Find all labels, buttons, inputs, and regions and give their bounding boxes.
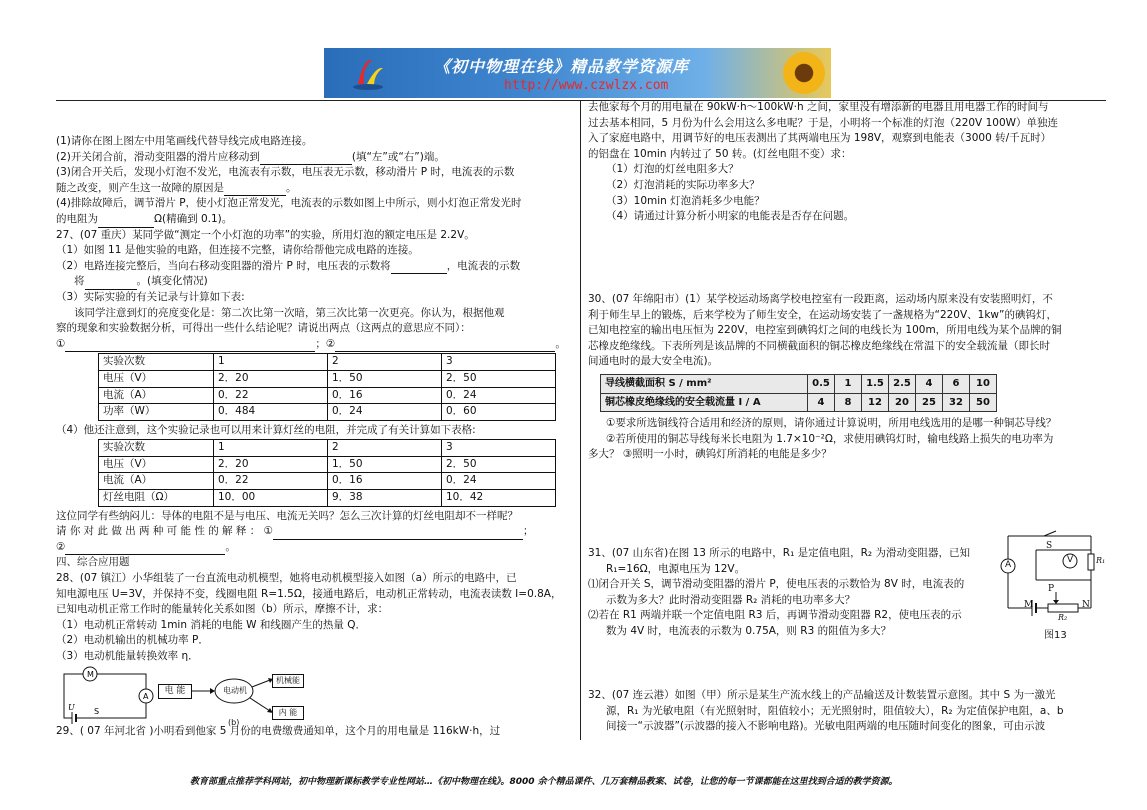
- q27-3a: 该同学注意到灯的亮度变化是：第二次比第一次暗，第三次比第一次更亮。你认为，根据他观: [74, 306, 505, 319]
- fig13-voltmeter-label: V: [1067, 555, 1074, 565]
- sunflower-icon: [783, 52, 825, 94]
- svg-text:A: A: [143, 692, 149, 701]
- q27-1: （1）如图 11 是他实验的电路，但连接不完整，请你给帮他完成电路的连接。: [56, 244, 419, 257]
- q28-4: （1）电动机正常转动 1min 消耗的电能 W 和线圈产生的热量 Q．: [56, 618, 366, 631]
- q27-2: （2）电路连接完整后，当向右移动变阻器的滑片 P 时，电压表的示数将 ，电流表的示数: [56, 259, 576, 275]
- page-footer: 教育部重点推荐学科网站，初中物理新课标教学专业性网站…《初中物理在线》。8000 余个精品课件、几万套精品教案、试卷，让您的每一节课都能在这里找到合适的教学资源。: [190, 777, 898, 787]
- svg-text:M: M: [87, 670, 94, 679]
- banner-title: 《初中物理在线》精品教学资源库: [434, 57, 690, 76]
- q-line-2: (2)开关闭合前，滑动变阻器的滑片应移动到 (填“左”或“右”)端。: [56, 150, 576, 166]
- q30-5: 间通电时的最大安全电流)。: [588, 355, 719, 368]
- q29-sub-2: （2）灯泡消耗的实际功率多大？: [606, 178, 760, 191]
- figure-a-circuit: [56, 666, 156, 724]
- site-logo-icon: [350, 54, 386, 92]
- q29-start: 29、( 07 年河北省 )小明看到他家 5 月份的电费缴费通知单，这个月的用电量是 116kW·h，过: [56, 725, 501, 737]
- svg-text:S: S: [94, 707, 100, 716]
- fig13-caption: 图13: [1044, 630, 1067, 641]
- table-row: 电压（V） 2．20 1．50 2．50: [99, 456, 556, 473]
- q29-sub-4: （4）请通过计算分析小明家的电能表是否存在问题。: [606, 210, 855, 223]
- q29-cont-3: 入了家庭电路中，用调节好的电压表测出了其两端电压为 198V，观察到电能表（3000 转/千瓦时）: [588, 132, 1052, 145]
- fig13-r1-label: R₁: [1096, 556, 1106, 565]
- fig13-m-label: M: [1024, 600, 1034, 610]
- fig13-ammeter-label: A: [1005, 560, 1012, 570]
- q27-tail-1: 这位同学有些纳闷儿：导体的电阻不是与电压、电流无关吗？怎么三次计算的灯丝电阻却不一样呢？: [56, 509, 518, 522]
- fig-b-center: 电动机: [223, 686, 247, 695]
- q31-2: R₁=16Ω，电源电压为 12V。: [606, 562, 746, 575]
- q27-tail-3: ② 。: [56, 540, 576, 556]
- wire-capacity-table: [600, 374, 997, 412]
- q29-sub-1: （1）灯泡的灯丝电阻多大？: [606, 163, 739, 176]
- q27-3: （3）实际实验的有关记录与计算如下表:: [56, 290, 245, 303]
- q-line-4: 随之改变，则产生这一故障的原因是 。: [56, 181, 576, 197]
- table-row: 功率（W） 0．484 0．24 0．60: [99, 404, 556, 421]
- q32-block: [588, 688, 1108, 735]
- q29-cont-2: 过去基本相同，5 月份为什么会用这么多电呢？于是，小明将一个标准的灯泡（220V 100W）单独连: [588, 116, 1059, 129]
- table-row: 铜芯橡皮绝缘线的安全载流量 I / A 4 8 12 20 25 32 50: [601, 393, 997, 412]
- q28-1: 28、(07 镇江）小华组装了一台直流电动机模型，她将电动机模型接入如图（a）所示的电路中，已: [56, 572, 517, 585]
- q32-1: 32、(07 连云港）如图（甲）所示是某生产流水线上的产品输送及计数装置示意图。其中 S 为一激光: [588, 689, 1056, 701]
- q30-3: 已知电控室的输出电压恒为 220V，电控室到碘钨灯之间的电线长为 100m，所用电线为某个品牌的铜: [588, 324, 1062, 337]
- q-line-5: (4)排除故障后，调节滑片 P，使小灯泡正常发光，电流表的示数如图上中所示，则小灯泡正常发光时: [56, 197, 522, 210]
- table-row: 电压（V） 2．20 1．50 2．50: [99, 370, 556, 387]
- table-row: 电流（A） 0．22 0．16 0．24: [99, 387, 556, 404]
- q27-tail-2: 请 你 对 此 做 出 两 种 可 能 性 的 解 释 ： ① ；: [56, 524, 576, 540]
- right-column: [588, 100, 1108, 225]
- fig13-p-label: P: [1048, 584, 1055, 594]
- fig13-r2-label: R₂: [1058, 613, 1068, 622]
- q30-tail-1: ①要求所选铜线符合适用和经济的原则，请你通过计算说明，所用电线选用的是哪一种铜芯导线？: [606, 417, 1057, 430]
- q28-3: 已知电动机正常工作时的能量转化关系如图（b）所示，摩擦不计，求：: [56, 603, 389, 616]
- q29-cont-4: 的铝盘在 10min 内转过了 50 转。(灯丝电阻不变）求：: [588, 147, 852, 160]
- banner-url[interactable]: http://www.czwlzx.com: [504, 78, 669, 93]
- fig-b-input-box: 电 能: [158, 684, 192, 699]
- q-line-6: 的电阻为 Ω(精确到 0.1)。: [56, 212, 576, 228]
- q30-2: 利于师生早上的锻炼，后来学校为了师生安全，在运动场安装了一盏规格为“220V、1kw”的碘钨灯，: [588, 308, 1057, 321]
- q-line-3: (3)闭合开关后，发现小灯泡不发光，电流表有示数，电压表无示数，移动滑片 P 时，电流表的示数: [56, 166, 515, 179]
- q27-3b: 察的现象和实验数据分析，可得出一些什么结论呢？请说出两点（这两点的意思应不同）：: [56, 322, 471, 335]
- q31-5: ⑵若在 R1 两端并联一个定值电阻 R3 后，再调节滑动变阻器 R2，使电压表的示: [588, 609, 962, 622]
- table-row: 灯丝电阻（Ω） 10．00 9．38 10．42: [99, 490, 556, 507]
- q32-3: 间接一“示波器”(示波器的接入不影响电路)。光敏电阻两端的电压随时间变化的图象，可由示波: [606, 720, 1046, 733]
- q28-6: （3）电动机能量转换效率 η．: [56, 650, 199, 662]
- q30-block: [588, 292, 1108, 463]
- fig13-n-label: N: [1082, 600, 1090, 610]
- figure-13: [996, 530, 1106, 642]
- q30-1: 30、(07 年绵阳市）(1）某学校运动场离学校电控室有一段距离，运动场内原来没有安装照明灯，不: [588, 293, 1053, 305]
- table-row: 实验次数 1 2 3: [99, 440, 556, 457]
- header-banner: [324, 48, 831, 98]
- q27-2b: 将 。(填变化情况): [56, 274, 576, 290]
- q31-6: 数为 4V 时，电流表的示数为 0.75A，则 R3 的阻值为多大？: [606, 624, 892, 637]
- q31-3: ⑴闭合开关 S，调节滑动变阻器的滑片 P，使电压表的示数恰为 8V 时，电流表的: [588, 578, 965, 591]
- table-row: 电流（A） 0．22 0．16 0．24: [99, 473, 556, 490]
- fig13-label-s: S: [1046, 541, 1053, 551]
- fig-b-caption: (b): [228, 718, 240, 727]
- left-column: [56, 134, 576, 665]
- q31-4: 示数为多大？此时滑动变阻器 R₂ 消耗的电功率多大？: [606, 593, 856, 606]
- q30-4: 芯橡皮绝缘线。下表所列是该品牌的不同横截面积的铜芯橡皮绝缘线在常温下的安全载流量（即长时: [588, 339, 1050, 352]
- q-line-1: (1)请你在图上图左中用笔画线代替导线完成电路连接。: [56, 135, 313, 147]
- q28-2: 知电源电压 U=3V，并保持不变，线圈电阻 R=1.5Ω，接通电路后，电动机正常转动，电流表读数 I=0.8A，: [56, 587, 562, 600]
- q27-4: （4）他还注意到，这个实验记录也可以用来计算灯丝的电阻，并完成了有关计算如下表格:: [56, 423, 476, 436]
- q29-sub-3: （3）10min 灯泡消耗多少电能？: [606, 194, 765, 207]
- table-row: 实验次数 1 2 3: [99, 354, 556, 371]
- q29-cont-1: 去他家每个月的用电量在 90kW·h～100kW·h 之间，家里没有增添新的电器且用电器工作的时间与: [588, 101, 1049, 113]
- figure-b-energy: [158, 678, 308, 728]
- q32-2: 源，R₁ 为光敏电阻（有光照射时，阻值较小；无光照射时，阻值较大），R₂ 为定值保护电阻，a、b: [606, 704, 1064, 717]
- table-row: 导线横截面积 S / mm² 0.5 1 1.5 2.5 4 6 10: [601, 374, 997, 393]
- q30-tail-3: 多大？ ③照明一小时，碘钨灯所消耗的电能是多少？: [588, 448, 832, 461]
- q27-title: 27、(07 重庆）某同学做“测定一个小灯泡的功率”的实验，所用灯泡的额定电压是 2.2V。: [56, 228, 475, 241]
- svg-text:U: U: [68, 703, 75, 712]
- q27-3c: ① ；② 。: [56, 337, 576, 353]
- q30-tail-2: ②若所使用的铜芯导线每米长电阻为 1.7×10⁻²Ω，求使用碘钨灯时，输电线路上损失的电功率为: [606, 432, 1054, 445]
- record-table: [98, 353, 556, 420]
- resistance-table: [98, 439, 556, 506]
- section-4-heading: 四、综合应用题: [56, 556, 130, 569]
- fig-b-out1: 机械能: [272, 674, 304, 688]
- q31-block: [588, 546, 998, 640]
- q28-5: （2）电动机输出的机械功率 P．: [56, 634, 209, 647]
- column-divider: [580, 100, 581, 740]
- q31-1: 31、(07 山东省)在图 13 所示的电路中，R₁ 是定值电阻，R₂ 为滑动变阻器，已知: [588, 547, 970, 559]
- fig-b-out2: 内 能: [272, 706, 304, 720]
